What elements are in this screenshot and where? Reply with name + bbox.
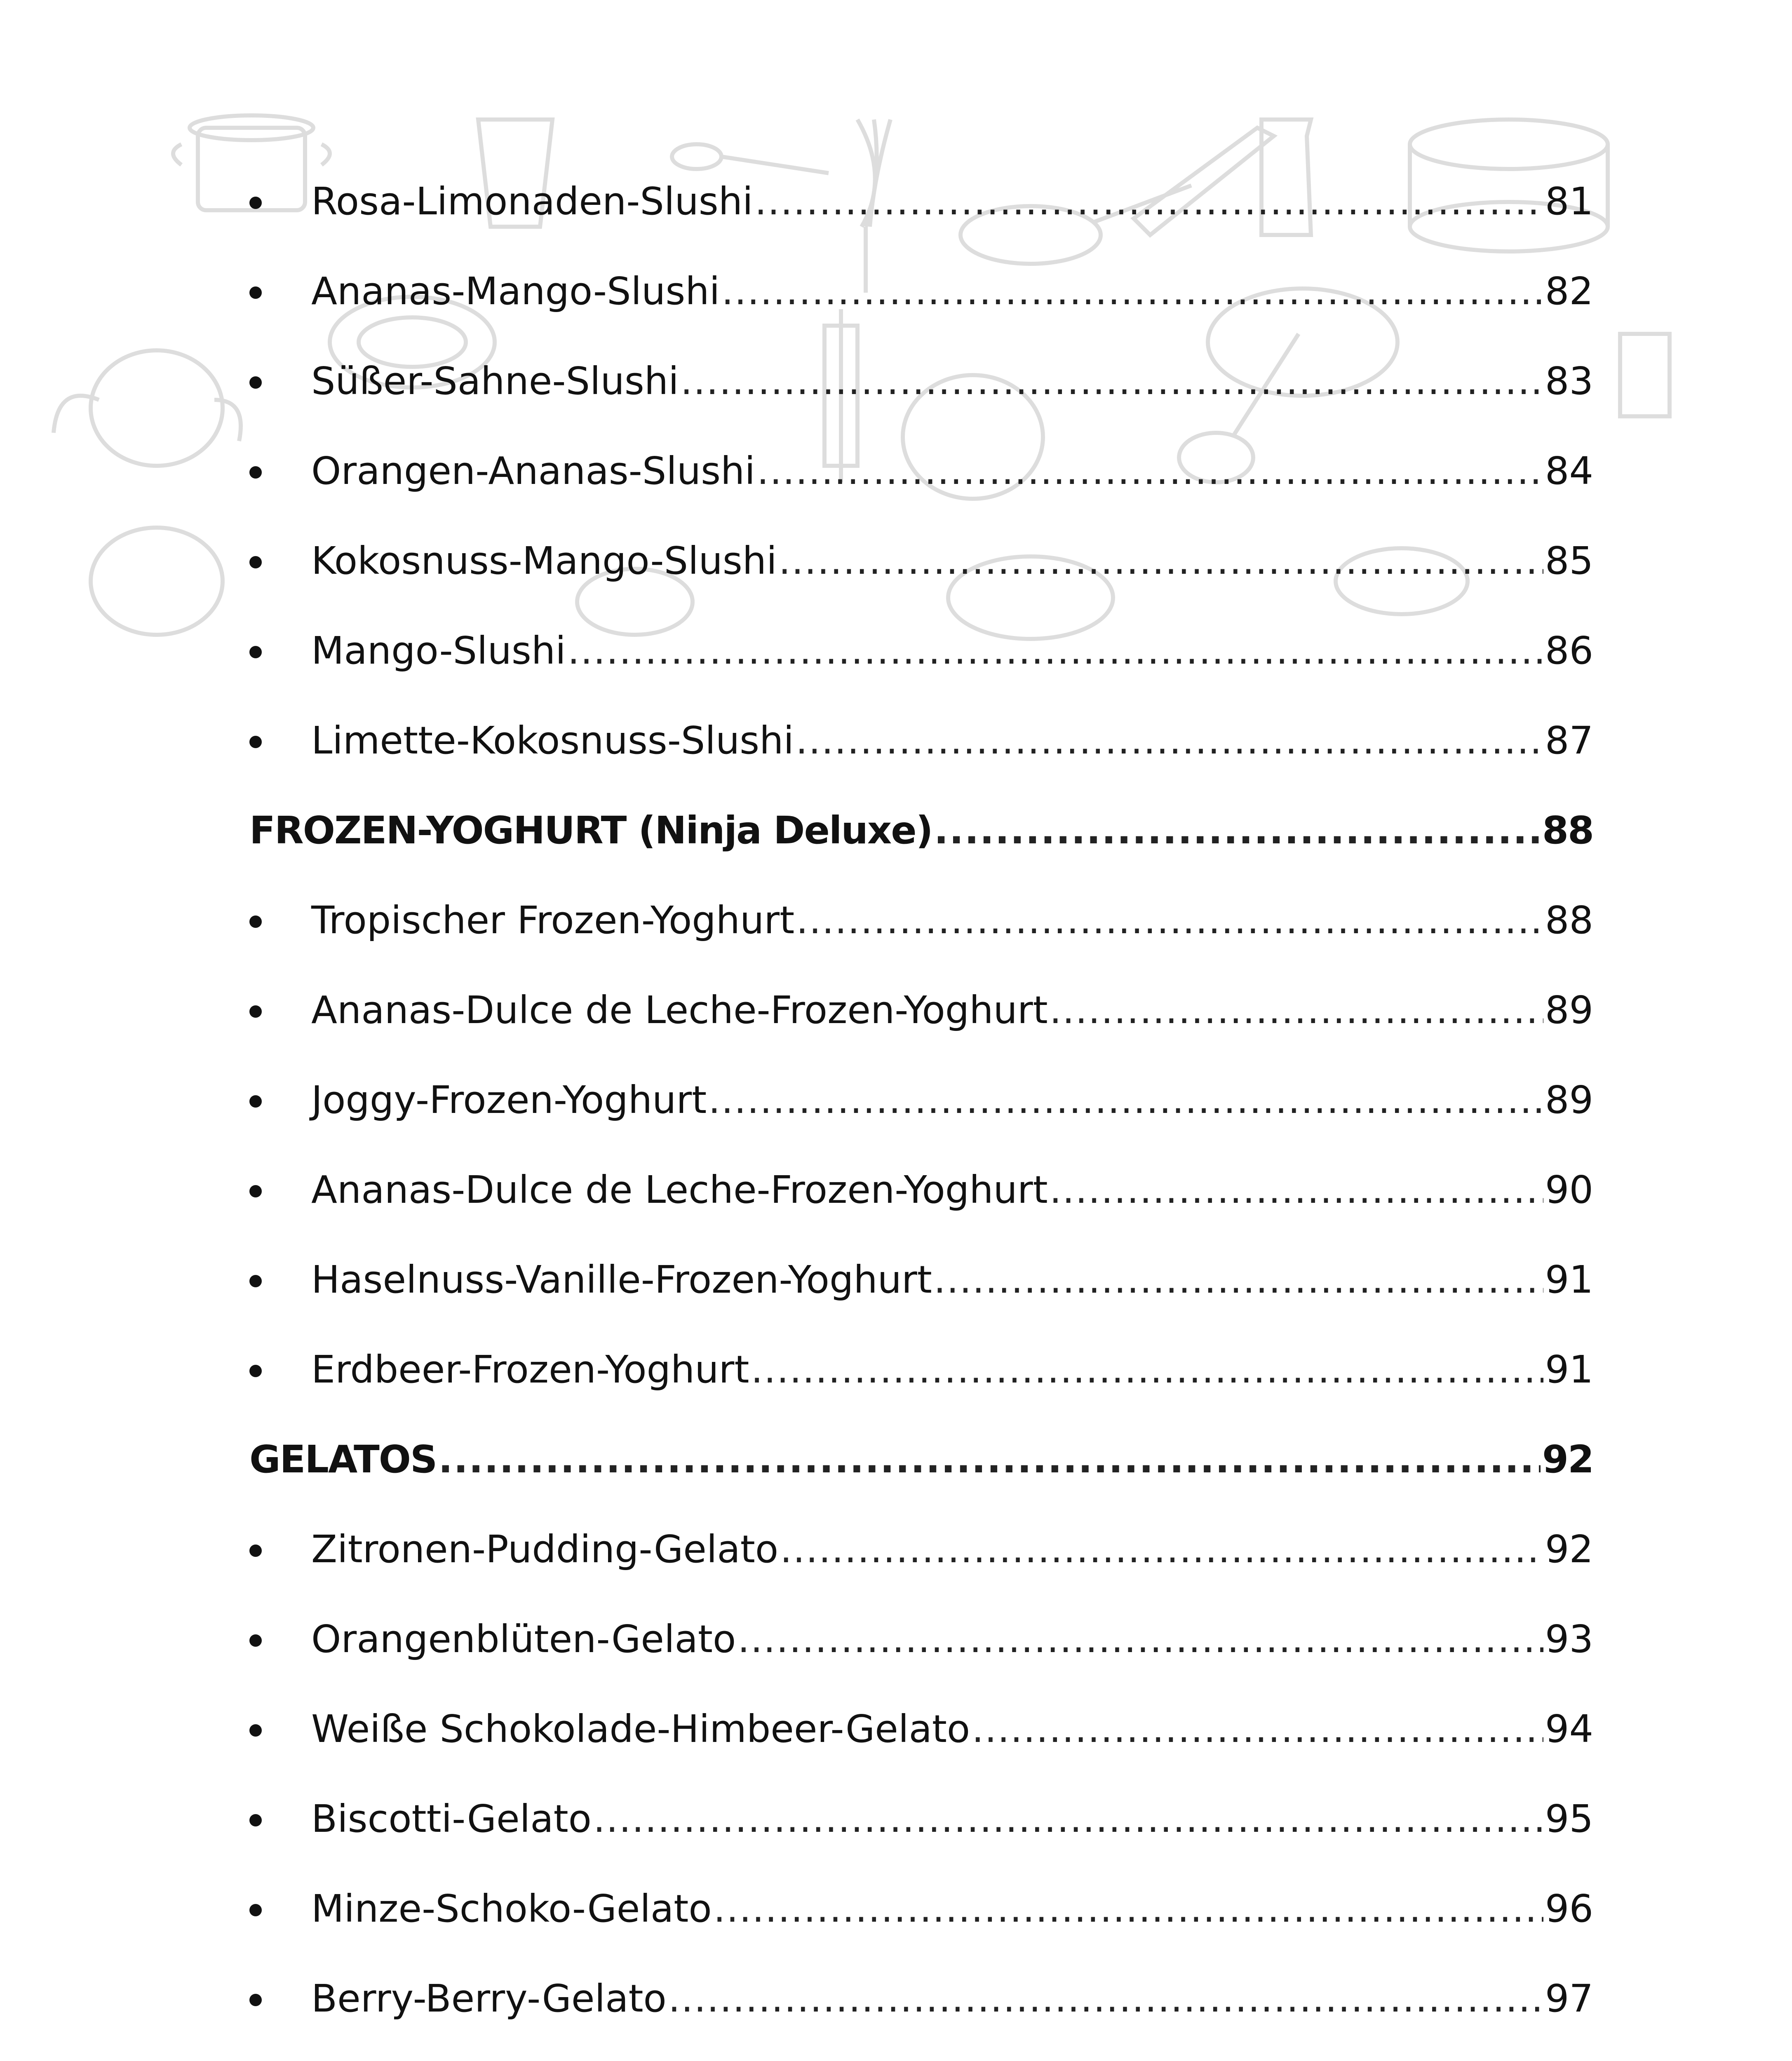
toc-page-number: 96 [1545, 1887, 1593, 1931]
toc-page-number: 87 [1545, 718, 1593, 763]
toc-entry[interactable] [249, 516, 1593, 606]
toc-entry[interactable] [249, 426, 1593, 516]
toc-page-number: 95 [1545, 1797, 1593, 1841]
toc-entry-title: Zitronen-Pudding-Gelato [311, 1527, 779, 1571]
toc-entry[interactable] [249, 965, 1593, 1055]
toc-page-number: 92 [1545, 1527, 1593, 1571]
bullet-icon [249, 1005, 262, 1018]
dot-leader [737, 1620, 1543, 1658]
dot-leader [438, 1441, 1541, 1479]
toc-entry-title: Minze-Schoko-Gelato [311, 1887, 712, 1931]
toc-page-number: 89 [1545, 988, 1593, 1032]
bullet-icon [249, 466, 262, 479]
toc-entry[interactable] [249, 246, 1593, 336]
toc-entry[interactable] [249, 1684, 1593, 1774]
bullet-icon [249, 1634, 262, 1647]
toc-entry[interactable] [249, 1325, 1593, 1415]
teapot-icon [54, 350, 241, 466]
dot-leader [751, 1351, 1543, 1389]
dot-leader [708, 1081, 1543, 1119]
bullet-icon [249, 1994, 262, 2006]
dot-leader [796, 901, 1543, 939]
dot-leader [568, 632, 1543, 670]
toc-entry[interactable] [249, 606, 1593, 696]
toc-page-number: 88 [1542, 808, 1593, 852]
bullet-icon [249, 1814, 262, 1826]
toc-entry[interactable] [249, 696, 1593, 786]
toc-entry-title: Joggy-Frozen-Yoghurt [311, 1078, 707, 1122]
toc-entry[interactable] [249, 1505, 1593, 1594]
dot-leader [714, 1890, 1543, 1928]
toc-entry-title: Haselnuss-Vanille-Frozen-Yoghurt [311, 1258, 932, 1302]
toc-entry-title: Orangen-Ananas-Slushi [311, 449, 755, 493]
toc-entry[interactable] [249, 1055, 1593, 1145]
toc-entry-title: Mango-Slushi [311, 629, 566, 673]
bullet-icon [249, 1095, 262, 1108]
toc-entry[interactable] [249, 1954, 1593, 2044]
toc-entry-title: Ananas-Mango-Slushi [311, 269, 720, 313]
dot-leader [780, 1530, 1543, 1568]
bullet-icon [249, 197, 262, 209]
toc-section-heading[interactable] [249, 786, 1593, 876]
toc-entry[interactable] [249, 336, 1593, 426]
toc-entry-title: Rosa-Limonaden-Slushi [311, 179, 753, 223]
toc-page-number: 83 [1545, 359, 1593, 403]
toc-entry[interactable] [249, 2044, 1593, 2061]
dot-leader [668, 1980, 1543, 2018]
toc-entry-title: GELATOS [249, 1437, 437, 1481]
dot-leader [972, 1710, 1543, 1748]
toc-entry[interactable] [249, 876, 1593, 965]
toc-page-number: 86 [1545, 629, 1593, 673]
dot-leader [721, 272, 1543, 310]
toc-page-number: 90 [1545, 1168, 1593, 1212]
toc-entry-title: Biscotti-Gelato [311, 1797, 592, 1841]
dot-leader [779, 542, 1543, 580]
bullet-icon [249, 1365, 262, 1377]
toc-section-heading[interactable] [249, 1415, 1593, 1505]
toc-entry[interactable] [249, 1145, 1593, 1235]
toc-entry[interactable] [249, 1594, 1593, 1684]
toc-entry-title: Süßer-Sahne-Slushi [311, 359, 679, 403]
dot-leader [1050, 1171, 1543, 1209]
toc-page-number: 82 [1545, 269, 1593, 313]
dot-leader [796, 722, 1543, 760]
toc-entry-title: Limette-Kokosnuss-Slushi [311, 718, 794, 763]
grater-icon [1620, 334, 1670, 416]
toc-page-number: 91 [1545, 1258, 1593, 1302]
dot-leader [1050, 991, 1543, 1029]
toc-page-number: 84 [1545, 449, 1593, 493]
toc-entry[interactable] [249, 1774, 1593, 1864]
toc-entry-title: Kokosnuss-Mango-Slushi [311, 539, 777, 583]
bullet-icon [249, 1904, 262, 1916]
bullet-icon [249, 915, 262, 928]
bullet-icon [249, 286, 262, 299]
toc-page-number: 91 [1545, 1347, 1593, 1392]
toc-entry-title: FROZEN-YOGHURT (Ninja Deluxe) [249, 808, 932, 852]
toc-entry[interactable] [249, 157, 1593, 246]
toc-page-number: 97 [1545, 1976, 1593, 2021]
toc-entry-title: Tropischer Frozen-Yoghurt [311, 898, 795, 942]
table-of-contents [249, 157, 1593, 2061]
dot-leader [934, 812, 1541, 850]
dot-leader [757, 452, 1543, 490]
toc-page-number: 81 [1545, 179, 1593, 223]
bullet-icon [249, 376, 262, 389]
toc-page-number: 93 [1545, 1617, 1593, 1661]
toc-entry-title: Ananas-Dulce de Leche-Frozen-Yoghurt [311, 1168, 1048, 1212]
toc-entry[interactable] [249, 1864, 1593, 1954]
bullet-icon [249, 1724, 262, 1737]
bullet-icon [249, 1185, 262, 1197]
toc-page-number: 85 [1545, 539, 1593, 583]
toc-page-number: 94 [1545, 1707, 1593, 1751]
dot-leader [755, 183, 1543, 221]
toc-entry-title: Berry-Berry-Gelato [311, 1976, 667, 2021]
toc-page-number: 92 [1542, 1437, 1593, 1481]
bullet-icon [249, 1275, 262, 1287]
toc-entry-title: Weiße Schokolade-Himbeer-Gelato [311, 1707, 970, 1751]
dot-leader [593, 1800, 1543, 1838]
bullet-icon [249, 1545, 262, 1557]
bullet-icon [249, 646, 262, 658]
toc-entry[interactable] [249, 1235, 1593, 1325]
toc-entry-title: Ananas-Dulce de Leche-Frozen-Yoghurt [311, 988, 1048, 1032]
bullet-icon [249, 736, 262, 748]
toc-entry-title: Erdbeer-Frozen-Yoghurt [311, 1347, 749, 1392]
pot-icon [91, 528, 223, 635]
toc-entry-title: Orangenblüten-Gelato [311, 1617, 736, 1661]
toc-page-number: 89 [1545, 1078, 1593, 1122]
bullet-icon [249, 556, 262, 568]
dot-leader [934, 1261, 1543, 1299]
toc-page-number: 88 [1545, 898, 1593, 942]
dot-leader [681, 362, 1543, 400]
